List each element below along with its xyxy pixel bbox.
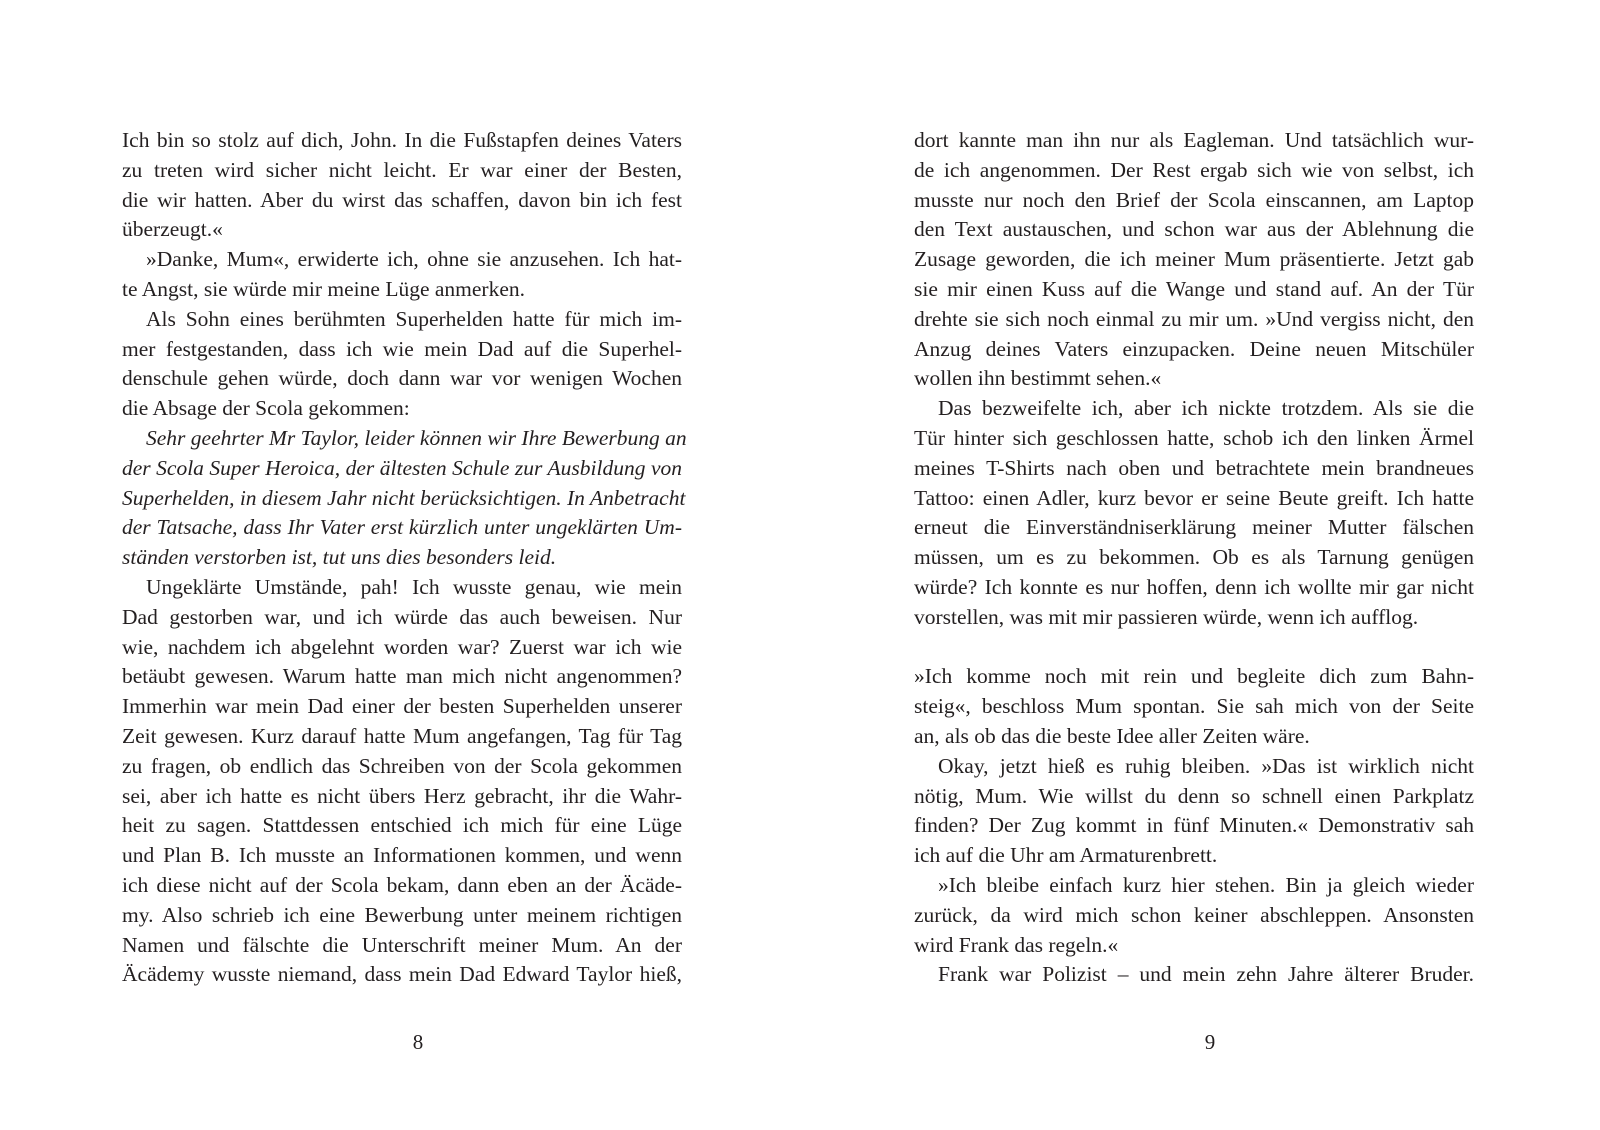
text-line: Namen und fälschte die Unterschrift meiner Mum. An der — [122, 932, 682, 957]
text-line: drehte sie sich noch einmal zu mir um. »Und vergiss nicht, den — [914, 306, 1474, 331]
text-line: »Danke, Mum«, erwiderte ich, ohne sie anzusehen. Ich hat- — [146, 247, 682, 272]
right-page-text — [914, 126, 1474, 990]
text-line: Das bezweifelte ich, aber ich nickte trotzdem. Als sie die — [938, 396, 1474, 421]
text-line: Als Sohn eines berühmten Superhelden hatte für mich im- — [146, 306, 682, 331]
text-line: vorstellen, was mit mir passieren würde, wenn ich aufflog. — [914, 604, 1419, 629]
text-line: te Angst, sie würde mir meine Lüge anmerken. — [122, 276, 526, 301]
text-line: zurück, da wird mich schon keiner abschleppen. Ansonsten — [914, 902, 1474, 927]
left-page-number: 8 — [412, 1030, 424, 1054]
text-line: Sehr geehrter Mr Taylor, leider können wir Ihre Bewerbung an — [146, 425, 687, 450]
text-line: ich diese nicht auf der Scola bekam, dann eben an der Äcäde- — [122, 872, 682, 897]
text-line: meines T-Shirts nach oben und betrachtete mein brandneues — [914, 455, 1474, 480]
text-line: Superhelden, in diesem Jahr nicht berücksichtigen. In Anbetracht — [122, 485, 686, 510]
text-line: Frank war Polizist – und mein zehn Jahre älterer Bruder. — [938, 962, 1474, 987]
text-line: finden? Der Zug kommt in fünf Minuten.« Demonstrativ sah — [914, 813, 1474, 838]
text-line: Zusage geworden, die ich meiner Mum präsentierte. Jetzt gab — [914, 247, 1474, 272]
text-line: den Text austauschen, und schon war aus der Ablehnung die — [914, 217, 1474, 242]
text-line: Anzug deines Vaters einzupacken. Deine neuen Mitschüler — [914, 336, 1474, 361]
text-line: ständen verstorben ist, tut uns dies besonders leid. — [122, 545, 557, 570]
text-line: Äcädemy wusste niemand, dass mein Dad Edward Taylor hieß, — [122, 962, 682, 987]
text-line: betäubt gewesen. Warum hatte man mich nicht angenommen? — [122, 664, 682, 689]
text-line: Immerhin war mein Dad einer der besten Superhelden unserer — [122, 694, 682, 719]
text-line: wird Frank das regeln.« — [914, 932, 1119, 957]
text-line: die wir hatten. Aber du wirst das schaffen, davon bin ich fest — [122, 187, 682, 212]
text-line: Ich bin so stolz auf dich, John. In die Fußstapfen deines Vaters — [122, 128, 682, 152]
text-line: de ich angenommen. Der Rest ergab sich wie von selbst, ich — [914, 157, 1474, 182]
text-line: musste nur noch den Brief der Scola einscannen, am Laptop — [914, 187, 1474, 212]
text-line: nötig, Mum. Wie willst du denn so schnell einen Parkplatz — [914, 783, 1474, 808]
text-line: wie, nachdem ich abgelehnt worden war? Zuerst war ich wie — [122, 634, 682, 659]
text-line: erneut die Einverständniserklärung meiner Mutter fälschen — [914, 515, 1474, 540]
text-line: Tattoo: einen Adler, kurz bevor er seine Beute greift. Ich hatte — [914, 485, 1474, 510]
text-line: mer festgestanden, dass ich wie mein Dad auf die Superhel- — [122, 336, 682, 361]
text-line: der Tatsache, dass Ihr Vater erst kürzlich unter ungeklärten Um- — [122, 515, 682, 540]
text-line: müssen, um es zu bekommen. Ob es als Tarnung genügen — [914, 545, 1474, 570]
text-line: Ungeklärte Umstände, pah! Ich wusste genau, wie mein — [146, 574, 682, 599]
text-line — [914, 633, 1474, 663]
text-line: wollen ihn bestimmt sehen.« — [914, 366, 1162, 391]
text-line: an, als ob das die beste Idee aller Zeiten wäre. — [914, 723, 1310, 748]
text-line: heit zu sagen. Stattdessen entschied ich mich für eine Lüge — [122, 813, 682, 838]
text-line: sie mir einen Kuss auf die Wange und stand auf. An der Tür — [914, 276, 1474, 301]
text-line: »Ich bleibe einfach kurz hier stehen. Bin ja gleich wieder — [938, 872, 1474, 897]
text-line: Tür hinter sich geschlossen hatte, schob ich den linken Ärmel — [914, 425, 1474, 450]
text-line: »Ich komme noch mit rein und begleite dich zum Bahn- — [914, 664, 1474, 689]
right-page-number: 9 — [1204, 1030, 1216, 1054]
text-line: würde? Ich konnte es nur hoffen, denn ich wollte mir gar nicht — [914, 574, 1474, 599]
text-line: zu treten wird sicher nicht leicht. Er war einer der Besten, — [122, 157, 682, 182]
text-line: überzeugt.« — [122, 217, 223, 242]
text-line: sei, aber ich hatte es nicht übers Herz gebracht, ihr die Wahr- — [122, 783, 682, 808]
text-line: ich auf die Uhr am Armaturenbrett. — [914, 843, 1218, 868]
text-line: dort kannte man ihn nur als Eagleman. Und tatsächlich wur- — [914, 128, 1474, 152]
text-line: zu fragen, ob endlich das Schreiben von der Scola gekommen — [122, 753, 682, 778]
text-line: und Plan B. Ich musste an Informationen kommen, und wenn — [122, 843, 682, 868]
text-line: Okay, jetzt hieß es ruhig bleiben. »Das ist wirklich nicht — [938, 753, 1474, 778]
text-line: denschule gehen würde, doch dann war vor wenigen Wochen — [122, 366, 682, 391]
text-line: steig«, beschloss Mum spontan. Sie sah mich von der Seite — [914, 694, 1474, 719]
text-line: Zeit gewesen. Kurz darauf hatte Mum angefangen, Tag für Tag — [122, 723, 682, 748]
text-line: die Absage der Scola gekommen: — [122, 396, 410, 421]
text-line: der Scola Super Heroica, der ältesten Schule zur Ausbildung von — [122, 455, 682, 480]
text-line: Dad gestorben war, und ich würde das auch beweisen. Nur — [122, 604, 682, 629]
left-page-text — [122, 126, 687, 990]
text-line: my. Also schrieb ich eine Bewerbung unter meinem richtigen — [122, 902, 682, 927]
